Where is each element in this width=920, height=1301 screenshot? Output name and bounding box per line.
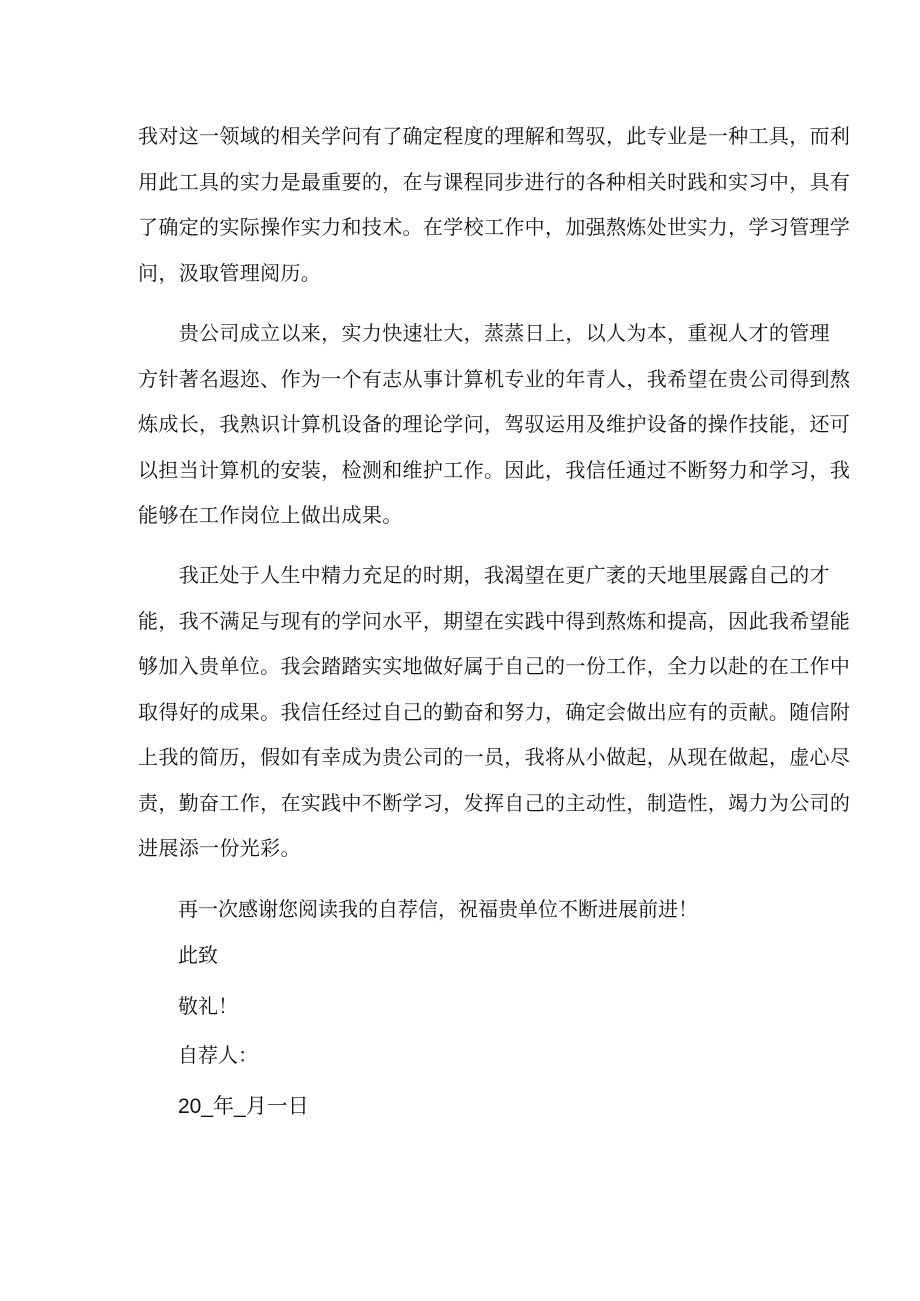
paragraph-line: 问，汲取管理阅历。 [138, 260, 322, 285]
body-paragraph-1 [138, 114, 851, 296]
paragraph-line: 贵公司成立以来，实力快速壮大，蒸蒸日上，以人为本，重视人才的管理 [138, 321, 830, 345]
paragraph-line: 用此工具的实力是最重要的，在与课程同步进行的各种相关时践和实习中，具有 [138, 169, 851, 194]
paragraph-line: 能，我不满足与现有的学问水平，期望在实践中得到熬炼和提高，因此我希望能 [138, 608, 851, 633]
paragraph-line: 炼成长，我熟识计算机设备的理论学问，驾驭运用及维护设备的操作技能，还可 [138, 412, 851, 436]
body-paragraph-3 [138, 553, 851, 872]
paragraph-line: 以担当计算机的安装，检测和维护工作。因此，我信任通过不断努力和学习，我 [138, 457, 851, 482]
paragraph-line: 我正处于人生中精力充足的时期，我渴望在更广袤的天地里展露自己的才 [138, 563, 830, 587]
paragraph-line: 了确定的实际操作实力和技术。在学校工作中，加强熬炼处世实力，学习管理学 [138, 215, 851, 239]
body-paragraph-2 [138, 311, 851, 539]
paragraph-line: 能够在工作岗位上做出成果。 [138, 503, 403, 527]
paragraph-line: 够加入贵单位。我会踏踏实实地做好属于自己的一份工作，全力以赴的在工作中 [138, 654, 851, 678]
signer-label: 自荐人： [178, 1043, 258, 1067]
letter-date: 20_年_月一日 [178, 1095, 309, 1118]
paragraph-line: 责，勤奋工作，在实践中不断学习，发挥自己的主动性，制造性，竭力为公司的 [138, 790, 851, 815]
closing-salutation: 此致 [178, 943, 218, 967]
closing-regards: 敬礼！ [178, 994, 238, 1018]
paragraph-line: 我对这一领域的相关学问有了确定程度的理解和驾驭，此专业是一种工具，而利 [138, 124, 851, 148]
paragraph-line: 进展添一份光彩。 [138, 836, 301, 860]
paragraph-line: 方针著名遐迩、作为一个有志从事计算机专业的年青人，我希望在贵公司得到熬 [138, 366, 851, 391]
closing-thanks: 再一次感谢您阅读我的自荐信，祝福贵单位不断进展前进！ [178, 897, 698, 921]
paragraph-line: 取得好的成果。我信任经过自己的勤奋和努力，确定会做出应有的贡献。随信附 [138, 699, 851, 724]
paragraph-line: 上我的简历，假如有幸成为贵公司的一员，我将从小做起，从现在做起，虚心尽 [138, 745, 851, 769]
